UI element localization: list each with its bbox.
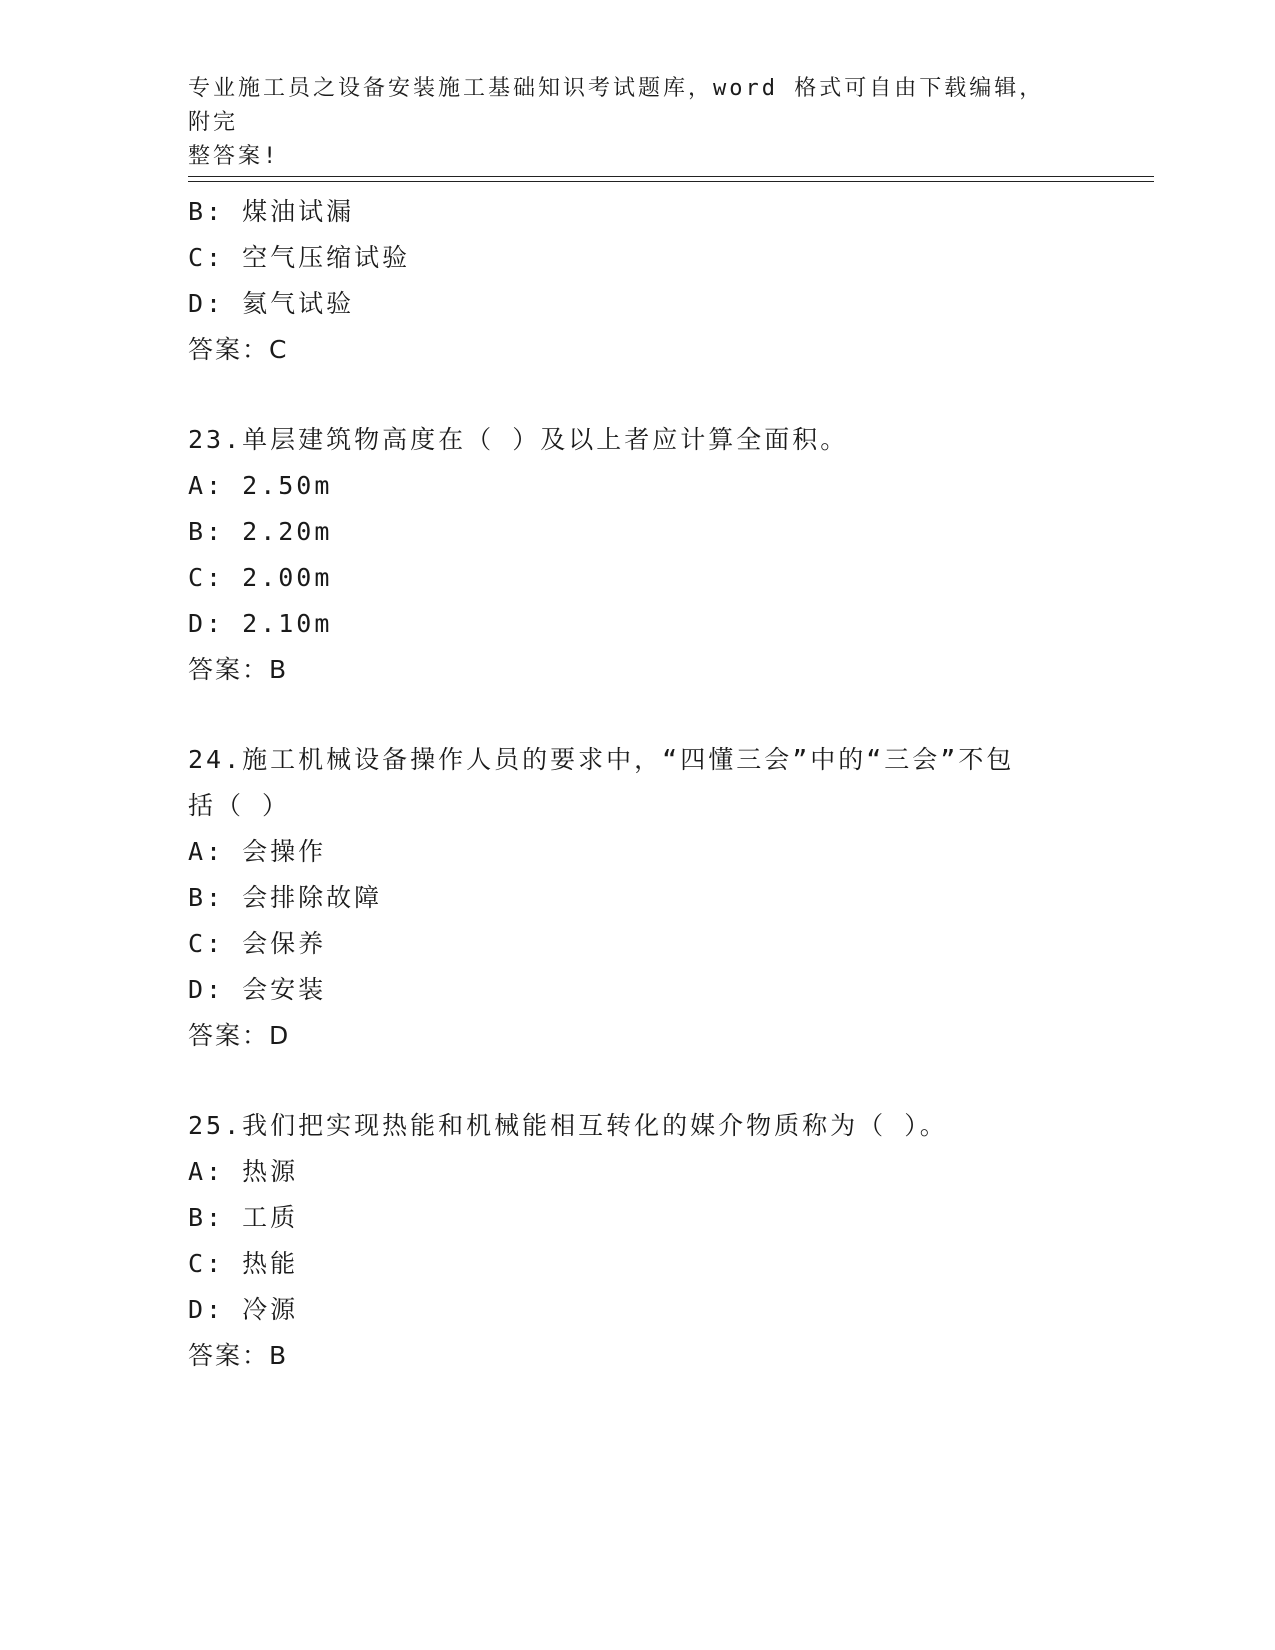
header-text-line-2: 整答案!: [188, 144, 280, 169]
question-list: [188, 189, 1088, 1379]
spacer: [188, 373, 1088, 417]
question-text-line-1: 24.施工机械设备操作人员的要求中，“四懂三会”中的“三会”不包: [188, 745, 1015, 774]
option-b: B: 2.20m: [188, 517, 333, 546]
option-b: B: 会排除故障: [188, 883, 383, 912]
option-a: A: 热源: [188, 1157, 299, 1186]
option-d: D: 氦气试验: [188, 289, 355, 318]
spacer: [188, 1059, 1088, 1103]
header-text-line-1: 专业施工员之设备安装施工基础知识考试题库，word 格式可自由下载编辑，附完: [188, 76, 1045, 135]
option-d: D: 会安装: [188, 975, 327, 1004]
option-a: A: 2.50m: [188, 471, 333, 500]
document-header: [188, 72, 1068, 174]
option-b: B: 煤油试漏: [188, 197, 355, 226]
question-text-line-2: 括（ ）: [188, 791, 291, 820]
option-b: B: 工质: [188, 1203, 299, 1232]
question-22-block: [188, 189, 1088, 373]
answer-line: 答案：B: [188, 655, 289, 684]
option-c: C: 热能: [188, 1249, 299, 1278]
question-25-block: [188, 1103, 1088, 1379]
header-divider-top: [188, 176, 1154, 177]
question-24-block: [188, 737, 1088, 1059]
option-c: C: 2.00m: [188, 563, 333, 592]
spacer: [188, 693, 1088, 737]
question-23-block: [188, 417, 1088, 693]
question-text: 25.我们把实现热能和机械能相互转化的媒介物质称为（ ）。: [188, 1111, 948, 1140]
option-d: D: 2.10m: [188, 609, 333, 638]
answer-line: 答案：C: [188, 335, 289, 364]
option-c: C: 会保养: [188, 929, 327, 958]
question-text: 23.单层建筑物高度在（ ）及以上者应计算全面积。: [188, 425, 849, 454]
answer-line: 答案：D: [188, 1021, 291, 1050]
option-c: C: 空气压缩试验: [188, 243, 411, 272]
option-a: A: 会操作: [188, 837, 327, 866]
answer-line: 答案：B: [188, 1341, 289, 1370]
header-divider-bottom: [188, 181, 1154, 182]
option-d: D: 冷源: [188, 1295, 299, 1324]
